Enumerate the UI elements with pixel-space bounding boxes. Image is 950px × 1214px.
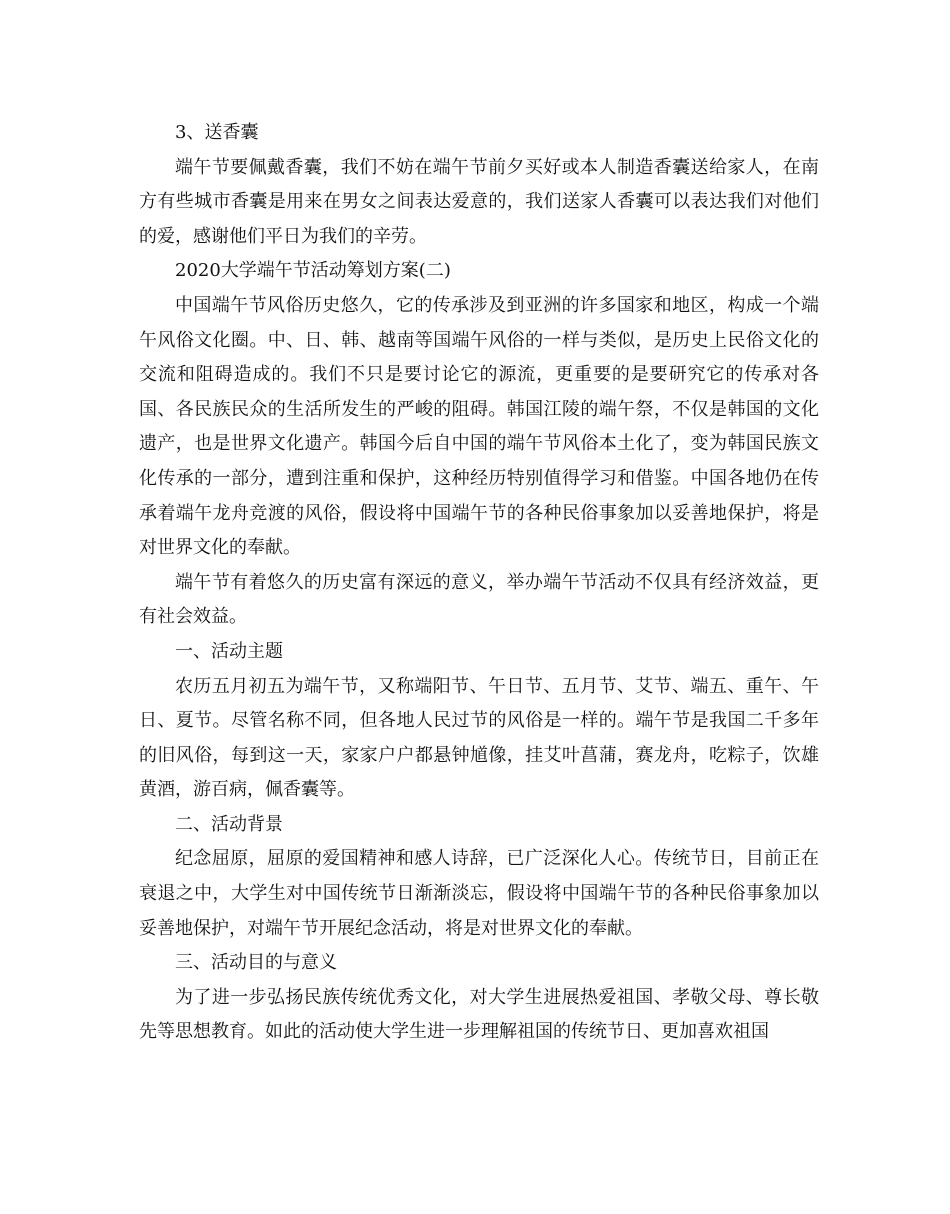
plan-title-two: 2020大学端午节活动筹划方案(二): [175, 260, 451, 282]
paragraph-theme: 农历五月初五为端午节，又称端阳节、午日节、五月节、艾节、端五、重午、午日、夏节。尽管名称不同，但各地人民过节的风俗是一样的。端午节是我国二千多年的旧风俗，每到这一天，家家户户都悬钟馗像，挂艾叶菖蒲，赛龙舟，吃粽子，饮雄黄酒，游百病，佩香囊等。: [139, 675, 819, 801]
paragraph-background: 纪念屈原，屈原的爱国精神和感人诗辞，已广泛深化人心。传统节日，目前正在衰退之中，大学生对中国传统节日渐渐淡忘，假设将中国端午节的各种民俗事象加以妥善地保护，对端午节开展纪念活动，将是对世界文化的奉献。: [139, 848, 819, 939]
paragraph-history: 中国端午节风俗历史悠久，它的传承涉及到亚洲的许多国家和地区，构成一个端午风俗文化圈。中、日、韩、越南等国端午风俗的一样与类似，是历史上民俗文化的交流和阻碍造成的。我们不只是要讨论它的源流，更重要的是要研究它的传承对各国、各民族民众的生活所发生的严峻的阻碍。韩国江陵的端午祭，不仅是韩国的文化遗产，也是世界文化遗产。韩国今后自中国的端午节风俗本土化了，变为韩国民族文化传承的一部分，遭到注重和保护，这种经历特别值得学习和借鉴。中国各地仍在传承着端午龙舟竞渡的风俗，假设将中国端午节的各种民俗事象加以妥善地保护，将是对世界文化的奉献。: [139, 294, 819, 559]
paragraph-purpose: 为了进一步弘扬民族传统优秀文化，对大学生进展热爱祖国、孝敬父母、尊长敬先等思想教育。如此的活动使大学生进一步理解祖国的传统节日、更加喜欢祖国: [139, 986, 819, 1043]
section-heading-purpose: 三、活动目的与意义: [175, 952, 337, 974]
section-heading-send-sachet: 3、送香囊: [175, 122, 259, 143]
paragraph-significance: 端午节有着悠久的历史富有深远的意义，举办端午节活动不仅具有经济效益，更有社会效益。: [139, 571, 819, 628]
section-heading-background: 二、活动背景: [175, 813, 283, 835]
document-page: [139, 116, 819, 1050]
paragraph-sachet: 端午节要佩戴香囊，我们不妨在端午节前夕买好或本人制造香囊送给家人，在南方有些城市香囊是用来在男女之间表达爱意的，我们送家人香囊可以表达我们对他们的爱，感谢他们平日为我们的辛劳。: [139, 156, 819, 247]
section-heading-theme: 一、活动主题: [175, 640, 283, 662]
